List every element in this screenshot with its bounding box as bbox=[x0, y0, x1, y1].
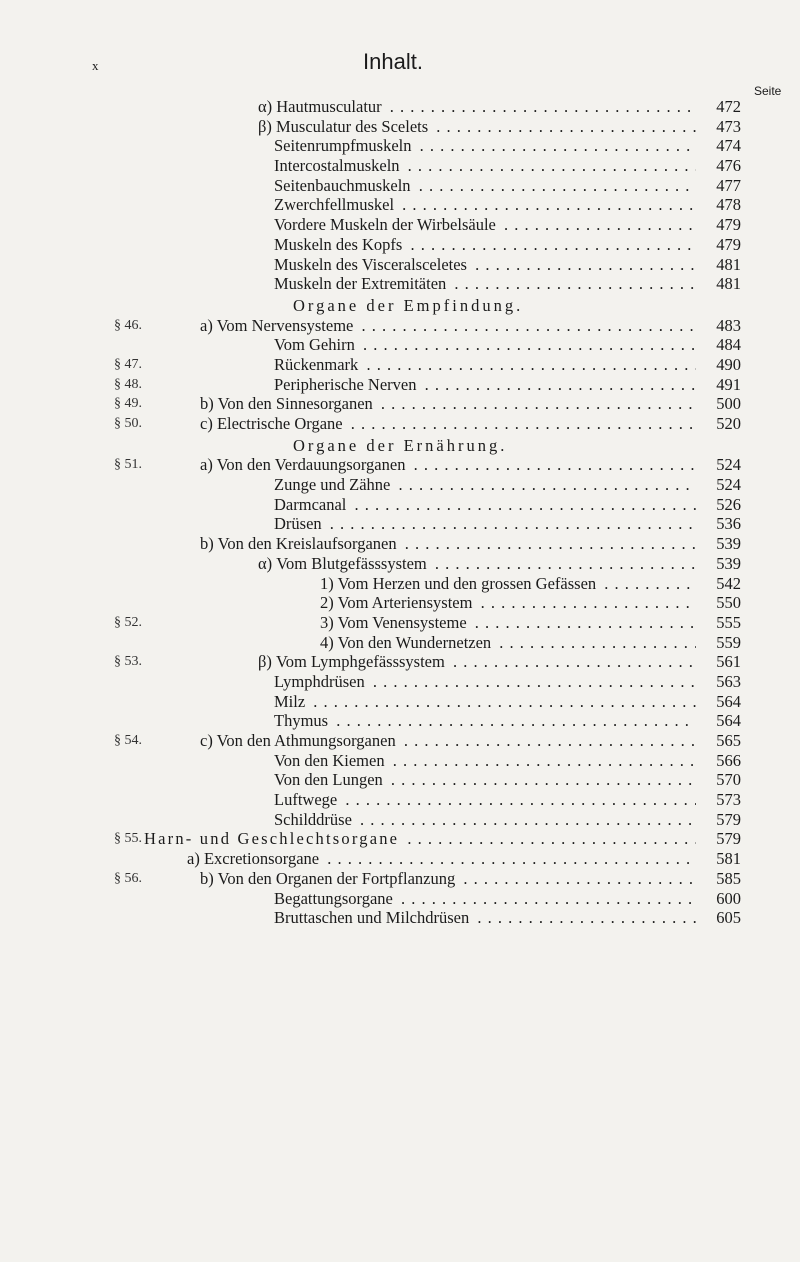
section-number: § 48. bbox=[114, 376, 142, 392]
page-ref: 585 bbox=[698, 869, 741, 889]
section-number: § 54. bbox=[114, 733, 142, 748]
toc-entry bbox=[0, 375, 800, 395]
page-ref: 570 bbox=[698, 770, 741, 790]
entry-title: Vom Gehirn bbox=[274, 335, 358, 354]
page-ref: 473 bbox=[698, 117, 741, 137]
section-number: § 53. bbox=[114, 654, 142, 670]
entry-title: Seitenrumpfmuskeln bbox=[274, 136, 414, 155]
entry-title: Vordere Muskeln der Wirbelsäule bbox=[274, 215, 499, 234]
page-ref: 542 bbox=[698, 574, 741, 594]
page-ref: 559 bbox=[698, 633, 741, 653]
toc-entry bbox=[0, 215, 800, 235]
toc-entry bbox=[0, 554, 800, 574]
section-number: § 55. bbox=[114, 831, 142, 847]
page-ref: 561 bbox=[698, 652, 741, 672]
toc-entry bbox=[0, 414, 800, 434]
toc-entry bbox=[0, 790, 800, 810]
page-ref: 524 bbox=[698, 475, 741, 495]
section-number: § 51. bbox=[114, 457, 142, 473]
entry-title: Drüsen bbox=[274, 514, 325, 533]
page-ref: 605 bbox=[698, 908, 741, 928]
toc-entry bbox=[0, 849, 800, 869]
entry-title: Rückenmark bbox=[274, 355, 361, 374]
page-ref: 564 bbox=[698, 711, 741, 731]
toc-entry bbox=[0, 514, 800, 534]
page-ref: 555 bbox=[698, 613, 741, 633]
toc-entry bbox=[0, 692, 800, 712]
page-ref: 474 bbox=[698, 136, 741, 156]
entry-title: b) Von den Organen der Fortpflanzung bbox=[200, 869, 458, 888]
entry-title: Muskeln der Extremitäten bbox=[274, 274, 449, 293]
page-ref: 564 bbox=[698, 692, 741, 712]
page-ref: 472 bbox=[698, 97, 741, 117]
entry-title: Lymphdrüsen bbox=[274, 672, 368, 691]
toc-entry bbox=[0, 613, 800, 633]
entry-title: β) Vom Lymphgefässsystem bbox=[258, 652, 448, 671]
entry-title: a) Excretionsorgane bbox=[187, 849, 322, 868]
page-ref: 520 bbox=[698, 414, 741, 434]
page-number: x bbox=[92, 58, 99, 73]
entry-title: Organe der Empfindung. bbox=[293, 296, 526, 315]
entry-title: c) Von den Athmungsorganen bbox=[200, 731, 399, 750]
toc-entry bbox=[0, 672, 800, 692]
entry-title: α) Vom Blutgefässsystem bbox=[258, 554, 430, 573]
entry-title: Peripherische Nerven bbox=[274, 375, 419, 394]
page-ref: 478 bbox=[698, 195, 741, 215]
entry-title: Muskeln des Kopfs bbox=[274, 235, 405, 254]
entry-title: 1) Vom Herzen und den grossen Gefässen bbox=[320, 574, 599, 593]
toc-entry bbox=[0, 316, 800, 336]
page-ref: 550 bbox=[698, 593, 741, 613]
page-ref: 566 bbox=[698, 751, 741, 771]
entry-title: b) Von den Sinnesorganen bbox=[200, 394, 376, 413]
section-number: § 50. bbox=[114, 416, 142, 431]
entry-title: 3) Vom Venensysteme bbox=[320, 613, 470, 632]
entry-title: 2) Vom Arteriensystem bbox=[320, 593, 475, 612]
page-ref: 565 bbox=[698, 731, 741, 751]
page-ref: 481 bbox=[698, 255, 741, 275]
page-ref: 526 bbox=[698, 495, 741, 515]
toc-entry bbox=[0, 652, 800, 672]
entry-title: Muskeln des Visceralsceletes bbox=[274, 255, 470, 274]
toc-entry bbox=[0, 335, 800, 355]
entry-title: 4) Von den Wundernetzen bbox=[320, 633, 494, 652]
entry-title: a) Von den Verdauungsorganen bbox=[200, 455, 408, 474]
toc-entry bbox=[0, 810, 800, 830]
page-ref: 477 bbox=[698, 176, 741, 196]
entry-title: Von den Kiemen bbox=[274, 751, 388, 770]
entry-title: Schilddrüse bbox=[274, 810, 355, 829]
entry-title: Intercostalmuskeln bbox=[274, 156, 403, 175]
page-ref: 484 bbox=[698, 335, 741, 355]
page-ref: 524 bbox=[698, 455, 741, 475]
toc-entry bbox=[0, 593, 800, 613]
entry-title: Zwerchfellmuskel bbox=[274, 195, 397, 214]
page-ref: 563 bbox=[698, 672, 741, 692]
toc-entry bbox=[0, 475, 800, 495]
toc-entry bbox=[0, 156, 800, 176]
toc-heading bbox=[0, 436, 800, 456]
entry-title: Luftwege bbox=[274, 790, 340, 809]
toc-entry bbox=[0, 731, 800, 751]
toc-entry bbox=[0, 255, 800, 275]
page-ref: 490 bbox=[698, 355, 741, 375]
toc-entry bbox=[0, 274, 800, 294]
toc-entry bbox=[0, 829, 800, 849]
toc-entry bbox=[0, 394, 800, 414]
section-number: § 52. bbox=[114, 614, 142, 630]
page-ref: 579 bbox=[698, 810, 741, 830]
entry-title: Begattungsorgane bbox=[274, 889, 396, 908]
entry-title: Von den Lungen bbox=[274, 770, 386, 789]
toc-entry bbox=[0, 455, 800, 475]
toc-entry bbox=[0, 574, 800, 594]
toc-entry bbox=[0, 97, 800, 117]
toc-entry bbox=[0, 355, 800, 375]
table-of-contents bbox=[0, 97, 800, 928]
page-ref: 600 bbox=[698, 889, 741, 909]
entry-title: a) Vom Nervensysteme bbox=[200, 316, 356, 335]
entry-title: b) Von den Kreislaufsorganen bbox=[200, 534, 400, 553]
toc-entry bbox=[0, 117, 800, 137]
entry-title: Bruttaschen und Milchdrüsen bbox=[274, 908, 472, 927]
toc-entry bbox=[0, 235, 800, 255]
page-ref: 500 bbox=[698, 394, 741, 414]
page-ref: 539 bbox=[698, 534, 741, 554]
page-ref: 483 bbox=[698, 316, 741, 336]
entry-title: Seitenbauchmuskeln bbox=[274, 176, 414, 195]
toc-entry bbox=[0, 195, 800, 215]
toc-entry bbox=[0, 633, 800, 653]
section-number: § 46. bbox=[114, 317, 142, 333]
toc-heading bbox=[0, 296, 800, 316]
toc-entry bbox=[0, 770, 800, 790]
page-ref: 491 bbox=[698, 375, 741, 395]
entry-title: Darmcanal bbox=[274, 495, 349, 514]
entry-title: Thymus bbox=[274, 711, 331, 730]
section-number: § 47. bbox=[114, 356, 142, 372]
section-number: § 56. bbox=[114, 870, 142, 886]
entry-title: Harn- und Geschlechtsorgane bbox=[144, 829, 402, 848]
toc-entry bbox=[0, 136, 800, 156]
toc-entry bbox=[0, 711, 800, 731]
entry-title: c) Electrische Organe bbox=[200, 414, 346, 433]
entry-title: β) Musculatur des Scelets bbox=[258, 117, 431, 136]
page-ref: 481 bbox=[698, 274, 741, 294]
toc-entry bbox=[0, 176, 800, 196]
entry-title: Organe der Ernährung. bbox=[293, 436, 510, 455]
entry-title: Zunge und Zähne bbox=[274, 475, 393, 494]
entry-title: α) Hautmusculatur bbox=[258, 97, 385, 116]
toc-entry bbox=[0, 495, 800, 515]
toc-entry bbox=[0, 869, 800, 889]
toc-entry bbox=[0, 908, 800, 928]
page-ref: 581 bbox=[698, 849, 741, 869]
page-ref: 573 bbox=[698, 790, 741, 810]
page-ref: 476 bbox=[698, 156, 741, 176]
page-ref: 579 bbox=[698, 829, 741, 849]
page-ref: 479 bbox=[698, 215, 741, 235]
section-number: § 49. bbox=[114, 396, 142, 412]
toc-entry bbox=[0, 534, 800, 554]
toc-entry bbox=[0, 889, 800, 909]
page-ref: 479 bbox=[698, 235, 741, 255]
toc-entry bbox=[0, 751, 800, 771]
page-ref: 536 bbox=[698, 514, 741, 534]
running-head: Inhalt. bbox=[363, 49, 423, 74]
page-column-label: Seite bbox=[754, 84, 782, 98]
entry-title: Milz bbox=[274, 692, 308, 711]
page-ref: 539 bbox=[698, 554, 741, 574]
